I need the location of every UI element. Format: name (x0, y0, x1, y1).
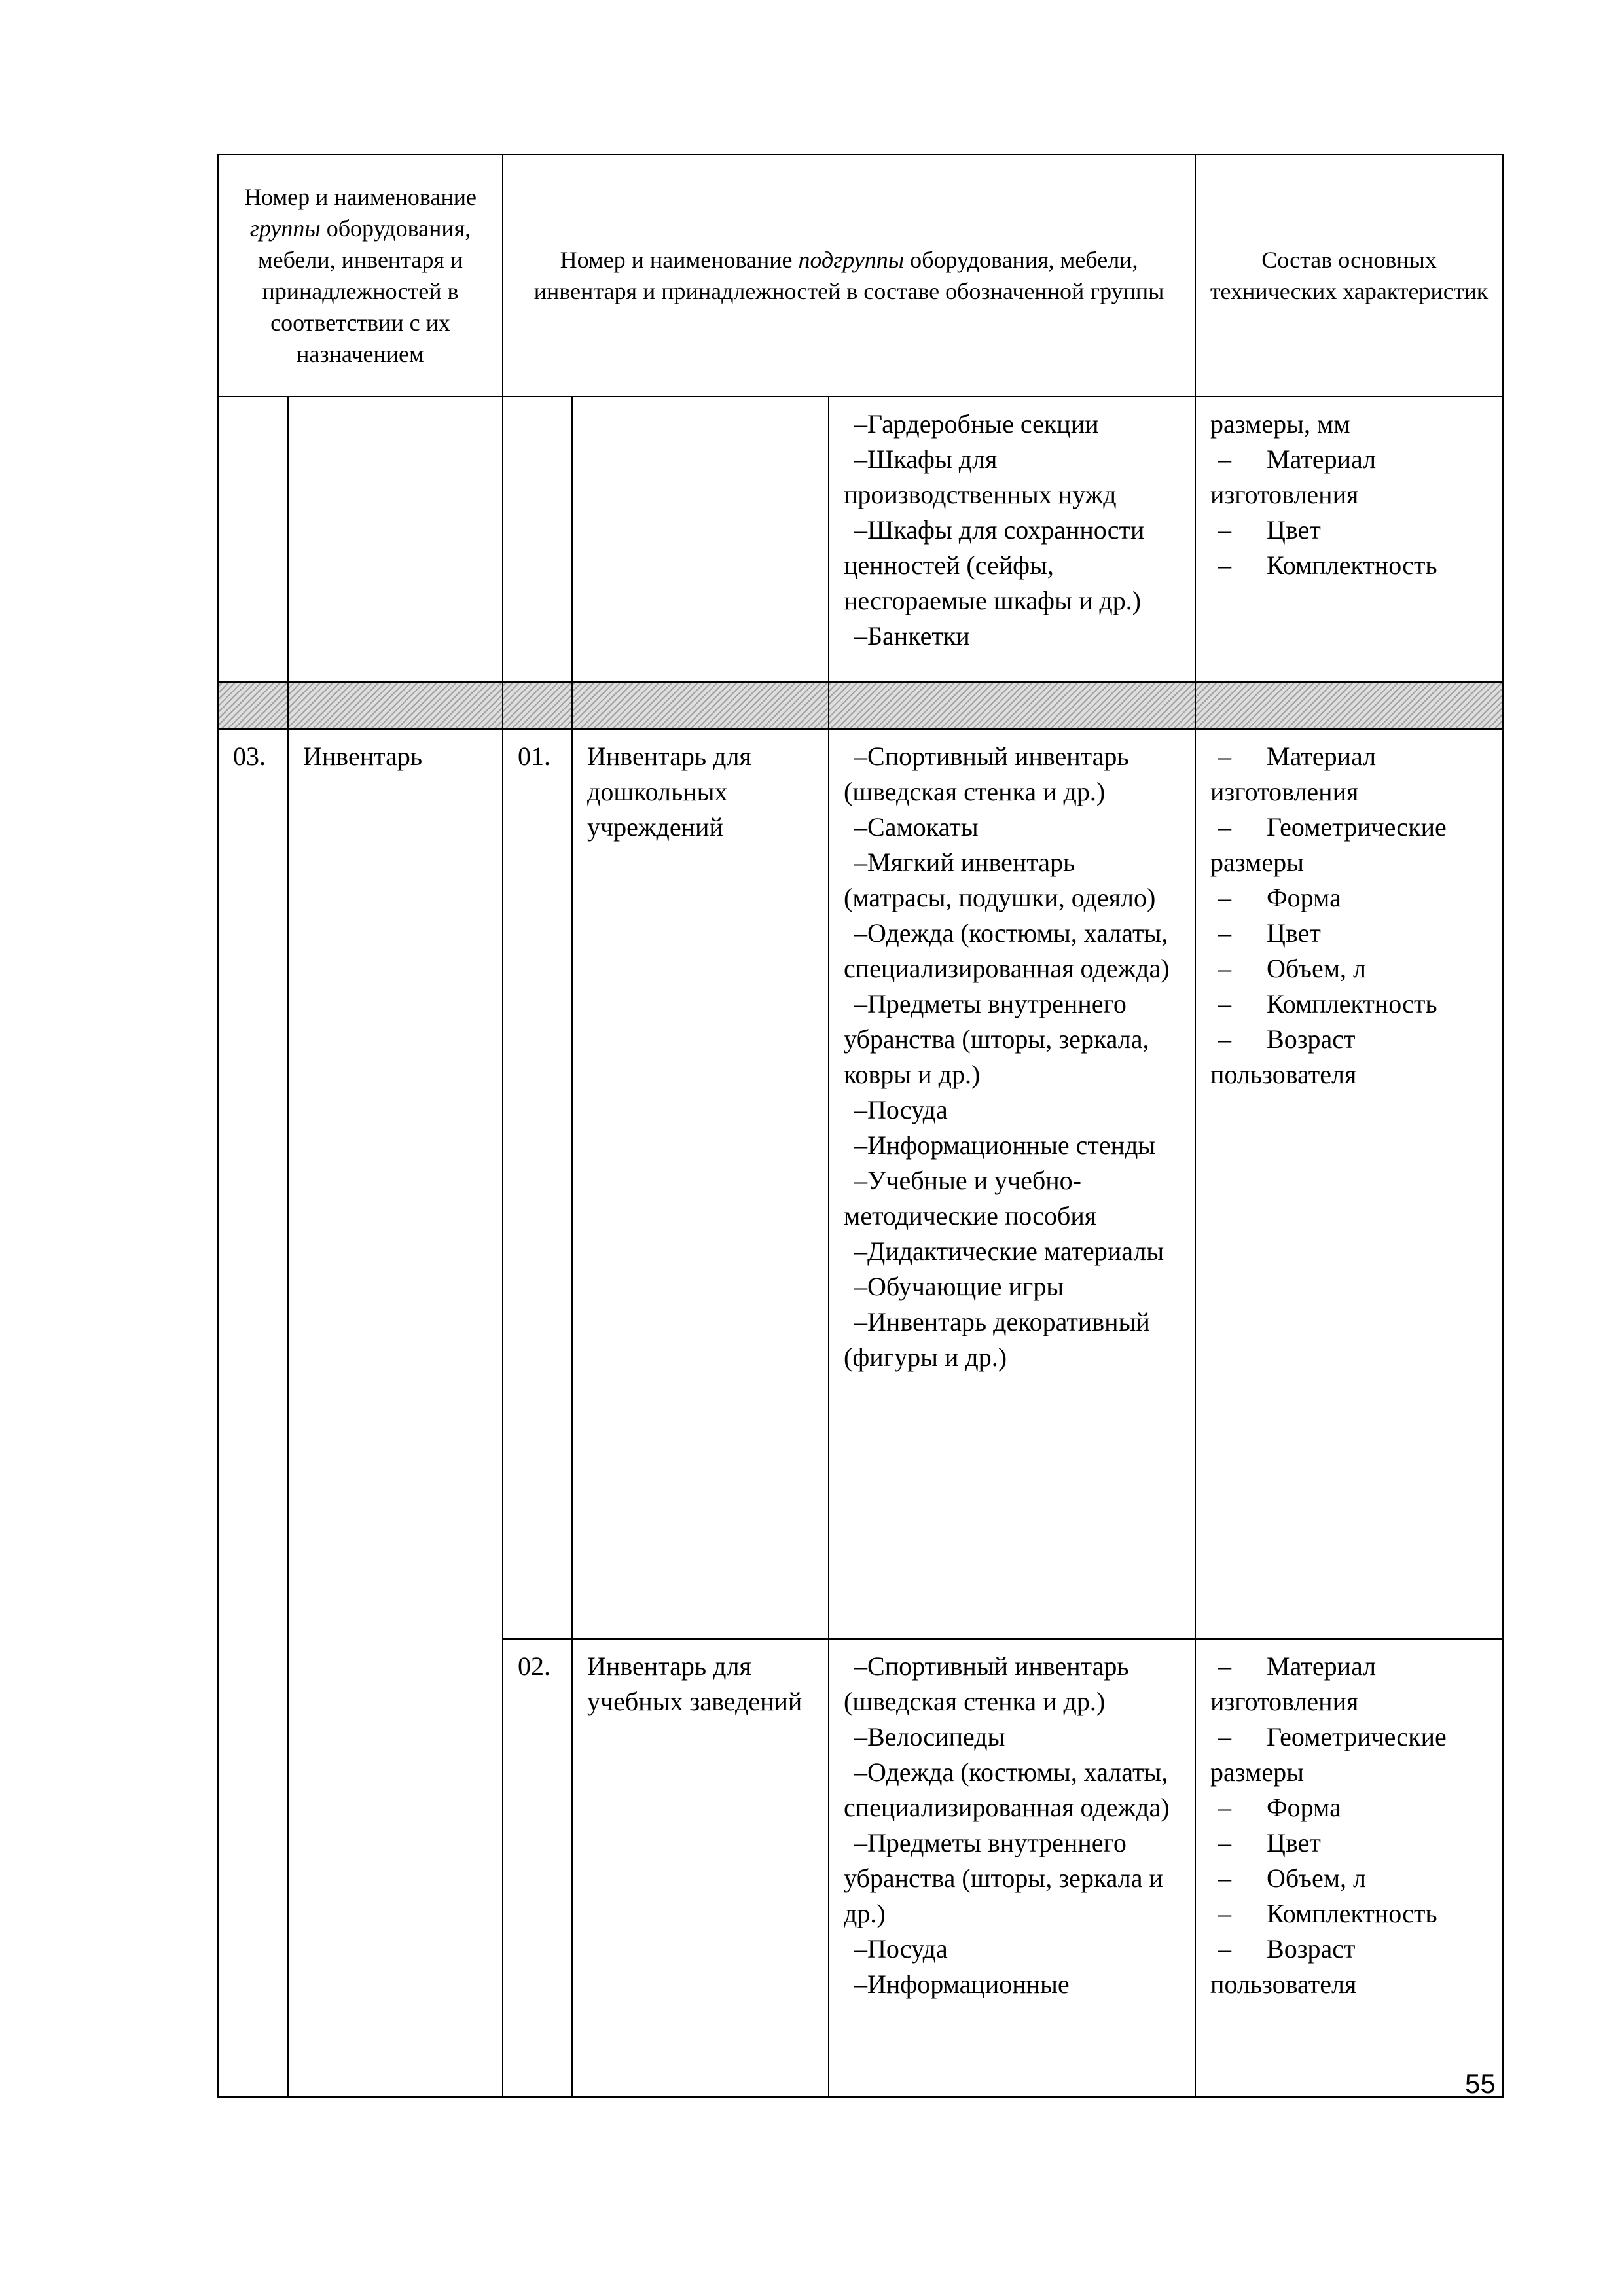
spec-item: – Возраст пользователя (1210, 1934, 1357, 1999)
list-item: –Шкафы для сохранности ценностей (сейфы, несгораемые шкафы и др.) (844, 515, 1145, 615)
hatched-separator-row (218, 682, 1503, 729)
list-item: –Спортивный инвентарь (шведская стенка и др.) (844, 742, 1129, 806)
table-header-row (218, 154, 1503, 397)
hatch-cell (288, 682, 503, 729)
spec-item: – Форма (1218, 1793, 1341, 1822)
equipment-table (217, 154, 1504, 2098)
list-item: –Велосипеды (854, 1722, 1005, 1751)
cell-empty (288, 397, 503, 682)
subgroup-number: 01. (503, 729, 572, 1639)
list-item: –Посуда (854, 1095, 948, 1124)
list-item: –Учебные и учебно-методические пособия (844, 1166, 1097, 1230)
hatch-cell (572, 682, 829, 729)
list-item: –Предметы внутреннего убранства (шторы, зеркала и др.) (844, 1828, 1163, 1928)
list-item: –Информационные (854, 1969, 1070, 1999)
header-subgroup-column: Номер и наименование подгруппы оборудования, мебели, инвентаря и принадлежностей в составе обозначенной группы (503, 154, 1195, 397)
list-item: –Инвентарь декоративный (фигуры и др.) (844, 1307, 1150, 1372)
continuation-items (829, 397, 1195, 682)
cell-empty (503, 397, 572, 682)
continuation-row (218, 397, 1503, 682)
subgroup-name: Инвентарь для дошкольных учреждений (572, 729, 829, 1639)
spec-item: – Форма (1218, 883, 1341, 912)
spec-item: – Геометрические размеры (1210, 1722, 1447, 1787)
spec-item: – Объем, л (1218, 1863, 1366, 1893)
spec-lead: размеры, мм (1210, 409, 1350, 439)
spec-item: – Материал изготовления (1210, 444, 1377, 509)
subgroup-name: Инвентарь для учебных заведений (572, 1639, 829, 2097)
spec-item: – Материал изготовления (1210, 742, 1377, 806)
list-item: –Гардеробные секции (854, 409, 1099, 439)
subgroup-specs (1195, 729, 1503, 1639)
list-item: –Шкафы для производственных нужд (844, 444, 1117, 509)
header-group-column: Номер и наименование группы оборудования, мебели, инвентаря и принадлежностей в соответствии с их назначением (218, 154, 503, 397)
subgroup-specs (1195, 1639, 1503, 2097)
spec-item: – Цвет (1218, 918, 1321, 948)
list-item: –Дидактические материалы (854, 1236, 1164, 1266)
list-item: –Одежда (костюмы, халаты, специализированная одежда) (844, 1757, 1170, 1822)
hatch-cell (503, 682, 572, 729)
list-item: –Одежда (костюмы, халаты, специализированная одежда) (844, 918, 1170, 983)
subgroup-number: 02. (503, 1639, 572, 2097)
hatch-cell (1195, 682, 1503, 729)
group-name: Инвентарь (288, 729, 503, 2097)
list-item: –Банкетки (854, 621, 970, 651)
list-item: –Информационные стенды (854, 1130, 1156, 1160)
cell-empty (572, 397, 829, 682)
hatch-cell (829, 682, 1195, 729)
subgroup-items (829, 1639, 1195, 2097)
cell-empty (218, 397, 288, 682)
continuation-specs (1195, 397, 1503, 682)
group-number: 03. (218, 729, 288, 2097)
list-item: –Посуда (854, 1934, 948, 1964)
list-item: –Спортивный инвентарь (шведская стенка и др.) (844, 1651, 1129, 1716)
subgroup-items (829, 729, 1195, 1639)
spec-item: – Объем, л (1218, 954, 1366, 983)
list-item: –Самокаты (854, 812, 979, 842)
hatch-cell (218, 682, 288, 729)
list-item: –Предметы внутреннего убранства (шторы, зеркала, ковры и др.) (844, 989, 1149, 1089)
spec-item: – Цвет (1218, 515, 1321, 545)
spec-item: – Возраст пользователя (1210, 1024, 1357, 1089)
page-number: 55 (1465, 2068, 1496, 2099)
subgroup-row (218, 729, 1503, 1639)
spec-item: – Комплектность (1218, 989, 1437, 1018)
header-specs-column: Состав основных технических характеристик (1195, 154, 1503, 397)
spec-item: – Комплектность (1218, 1899, 1437, 1928)
list-item: –Обучающие игры (854, 1272, 1064, 1301)
list-item: –Мягкий инвентарь (матрасы, подушки, одеяло) (844, 848, 1156, 912)
spec-item: – Геометрические размеры (1210, 812, 1447, 877)
spec-item: – Цвет (1218, 1828, 1321, 1857)
spec-item: – Комплектность (1218, 550, 1437, 580)
spec-item: – Материал изготовления (1210, 1651, 1377, 1716)
